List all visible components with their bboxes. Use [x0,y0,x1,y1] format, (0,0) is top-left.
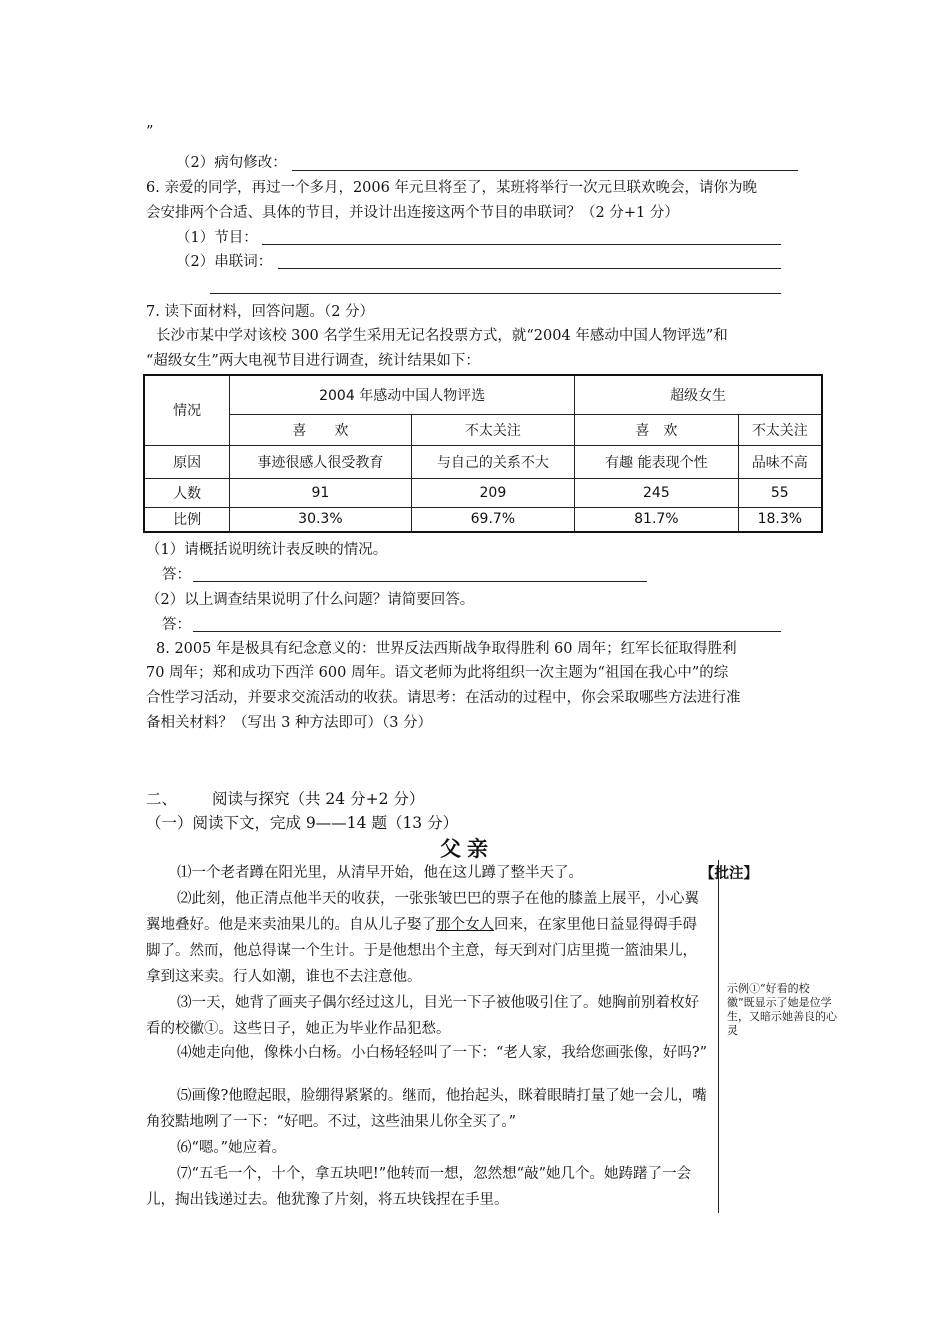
q7-title: 7. 读下面材料，回答问题。（2 分） [146,304,375,320]
article-paragraph-7: ⑺“五毛一个，十个，拿五块吧!”他转而一想，忽然想“敲”她几个。她踌躇了一会儿，掏出钱递过去。他犹豫了片刻，将五块钱捏在手里。 [146,1166,691,1208]
table-group1-header: 2004 年感动中国人物评选 [230,375,575,414]
table-like-header-1: 喜 欢 [230,414,411,445]
table-like-header-2: 喜 欢 [575,414,739,445]
q7-ans1-label: 答： [162,567,191,583]
table-reason-4: 品味不高 [738,445,822,478]
article-paragraph-3: ⑶一天，她背了画夹子偶尔经过这儿，目光一下子被他吸引住了。她胸前别着枚好看的校徽①。这些日子，她正为毕业作品犯愁。 [146,995,699,1037]
q6-line1: 6. 亲爱的同学，再过一个多月，2006 年元旦将至了，某班将举行一次元旦联欢晚会，请你为晚 [146,180,757,196]
article-paragraph-5: ⑸画像?他瞪起眼，脸绷得紧紧的。继而，他抬起头，眯着眼睛打量了她一会儿，嘴角狡黠地咧了一下：“好吧。不过，这些油果儿你全买了。” [146,1088,707,1130]
article-title: 父亲 [440,837,494,861]
annotation-example: 示例①“好看的校徽”既显示了她是位学生，又暗示她善良的心灵 [727,982,837,1037]
q8-line2: 70 周年；郑和成功下西洋 600 周年。语文老师为此将组织一次主题为“祖国在我心中”的综 [146,665,729,681]
q7-ans2-label: 答： [162,617,191,633]
q8-line4: 备相关材料？（写出 3 种方法即可）（3 分） [146,715,433,731]
q6-sub2-label: （2）串联词： [176,254,273,270]
table-notcare-header-2: 不太关注 [738,414,822,445]
q7-sub1: （1）请概括说明统计表反映的情况。 [146,542,388,558]
table-count-2: 209 [411,478,575,507]
q8-line1: 8. 2005 年是极具有纪念意义的：世界反法西斯战争取得胜利 60 周年；红军长征取得胜利 [156,641,737,657]
q7-line1: 长沙市某中学对该校 300 名学生采用无记名投票方式，就“2004 年感动中国人物评选”和 [156,328,728,344]
table-ratio-3: 81.7% [575,507,739,532]
table-ratio-label: 比例 [144,507,230,532]
q8-line3: 合性学习活动，并要求交流活动的收获。请思考：在活动的过程中，你会采取哪些方法进行准 [146,690,741,706]
closing-quote-mark: ” [146,124,154,140]
table-group2-header: 超级女生 [575,375,822,414]
section2-subheading: （一）阅读下文，完成 9——14 题（13 分） [146,814,459,832]
table-ratio-1: 30.3% [230,507,411,532]
article-paragraph-4: ⑷她走向他，像株小白杨。小白杨轻轻叫了一下：“老人家，我给您画张像，好吗?” [177,1045,708,1061]
q5-sub2-label: （2）病句修改： [176,155,287,171]
table-count-label: 人数 [144,478,230,507]
table-reason-1: 事迹很感人很受教育 [230,445,411,478]
table-ratio-4: 18.3% [738,507,822,532]
q6-sub2-answer-line-2[interactable] [210,293,781,294]
section2-number: 二、 [146,790,178,808]
article-paragraph-6: ⑹“嗯。”她应着。 [177,1140,287,1156]
table-count-4: 55 [738,478,822,507]
table-count-1: 91 [230,478,411,507]
q6-sub2-answer-line[interactable] [278,268,781,269]
table-ratio-2: 69.7% [411,507,575,532]
q6-line2: 会安排两个合适、具体的节目，并设计出连接这两个节目的串联词？（2 分+1 分） [146,205,679,221]
section2-heading: 阅读与探究（共 24 分+2 分） [212,790,425,808]
survey-table [143,374,823,533]
annotation-divider [718,860,719,1213]
q5-sub2-answer-line[interactable] [292,170,798,171]
table-notcare-header-1: 不太关注 [411,414,575,445]
table-reason-2: 与自己的关系不大 [411,445,575,478]
article-paragraph-2-part-b: 回来，在家里他日益显得碍手碍脚了。然而，他总得谋一个生计。于是他想出个主意，每天到对门店里揽一篮油果儿，拿到这来卖。行人如潮，谁也不去注意他。 [146,917,697,985]
table-count-3: 245 [575,478,739,507]
table-corner-cell: 情况 [144,375,230,445]
article-paragraph-1: ⑴一个老者蹲在阳光里，从清早开始，他在这儿蹲了整半天了。 [177,865,583,881]
article-paragraph-2 [146,886,711,990]
annotation-label: 【批注】 [700,865,758,882]
q7-line2: “超级女生”两大电视节目进行调查，统计结果如下： [146,353,480,369]
table-reason-label: 原因 [144,445,230,478]
q6-sub1-answer-line[interactable] [262,244,781,245]
table-reason-3: 有趣 能表现个性 [575,445,739,478]
underlined-phrase: 那个女人 [436,917,494,933]
q6-sub1-label: （1）节目： [176,230,258,246]
article-paragraph-2-part-a: ⑵此刻，他正清点他半天的收获，一张张皱巴巴的票子在他的膝盖上展平，小心翼翼地叠好。他是来卖油果儿的。自从儿子娶了 [146,891,699,933]
q7-sub2: （2）以上调查结果说明了什么问题？请简要回答。 [146,592,475,608]
q7-ans1-line[interactable] [193,581,647,582]
q7-ans2-line[interactable] [193,631,781,632]
